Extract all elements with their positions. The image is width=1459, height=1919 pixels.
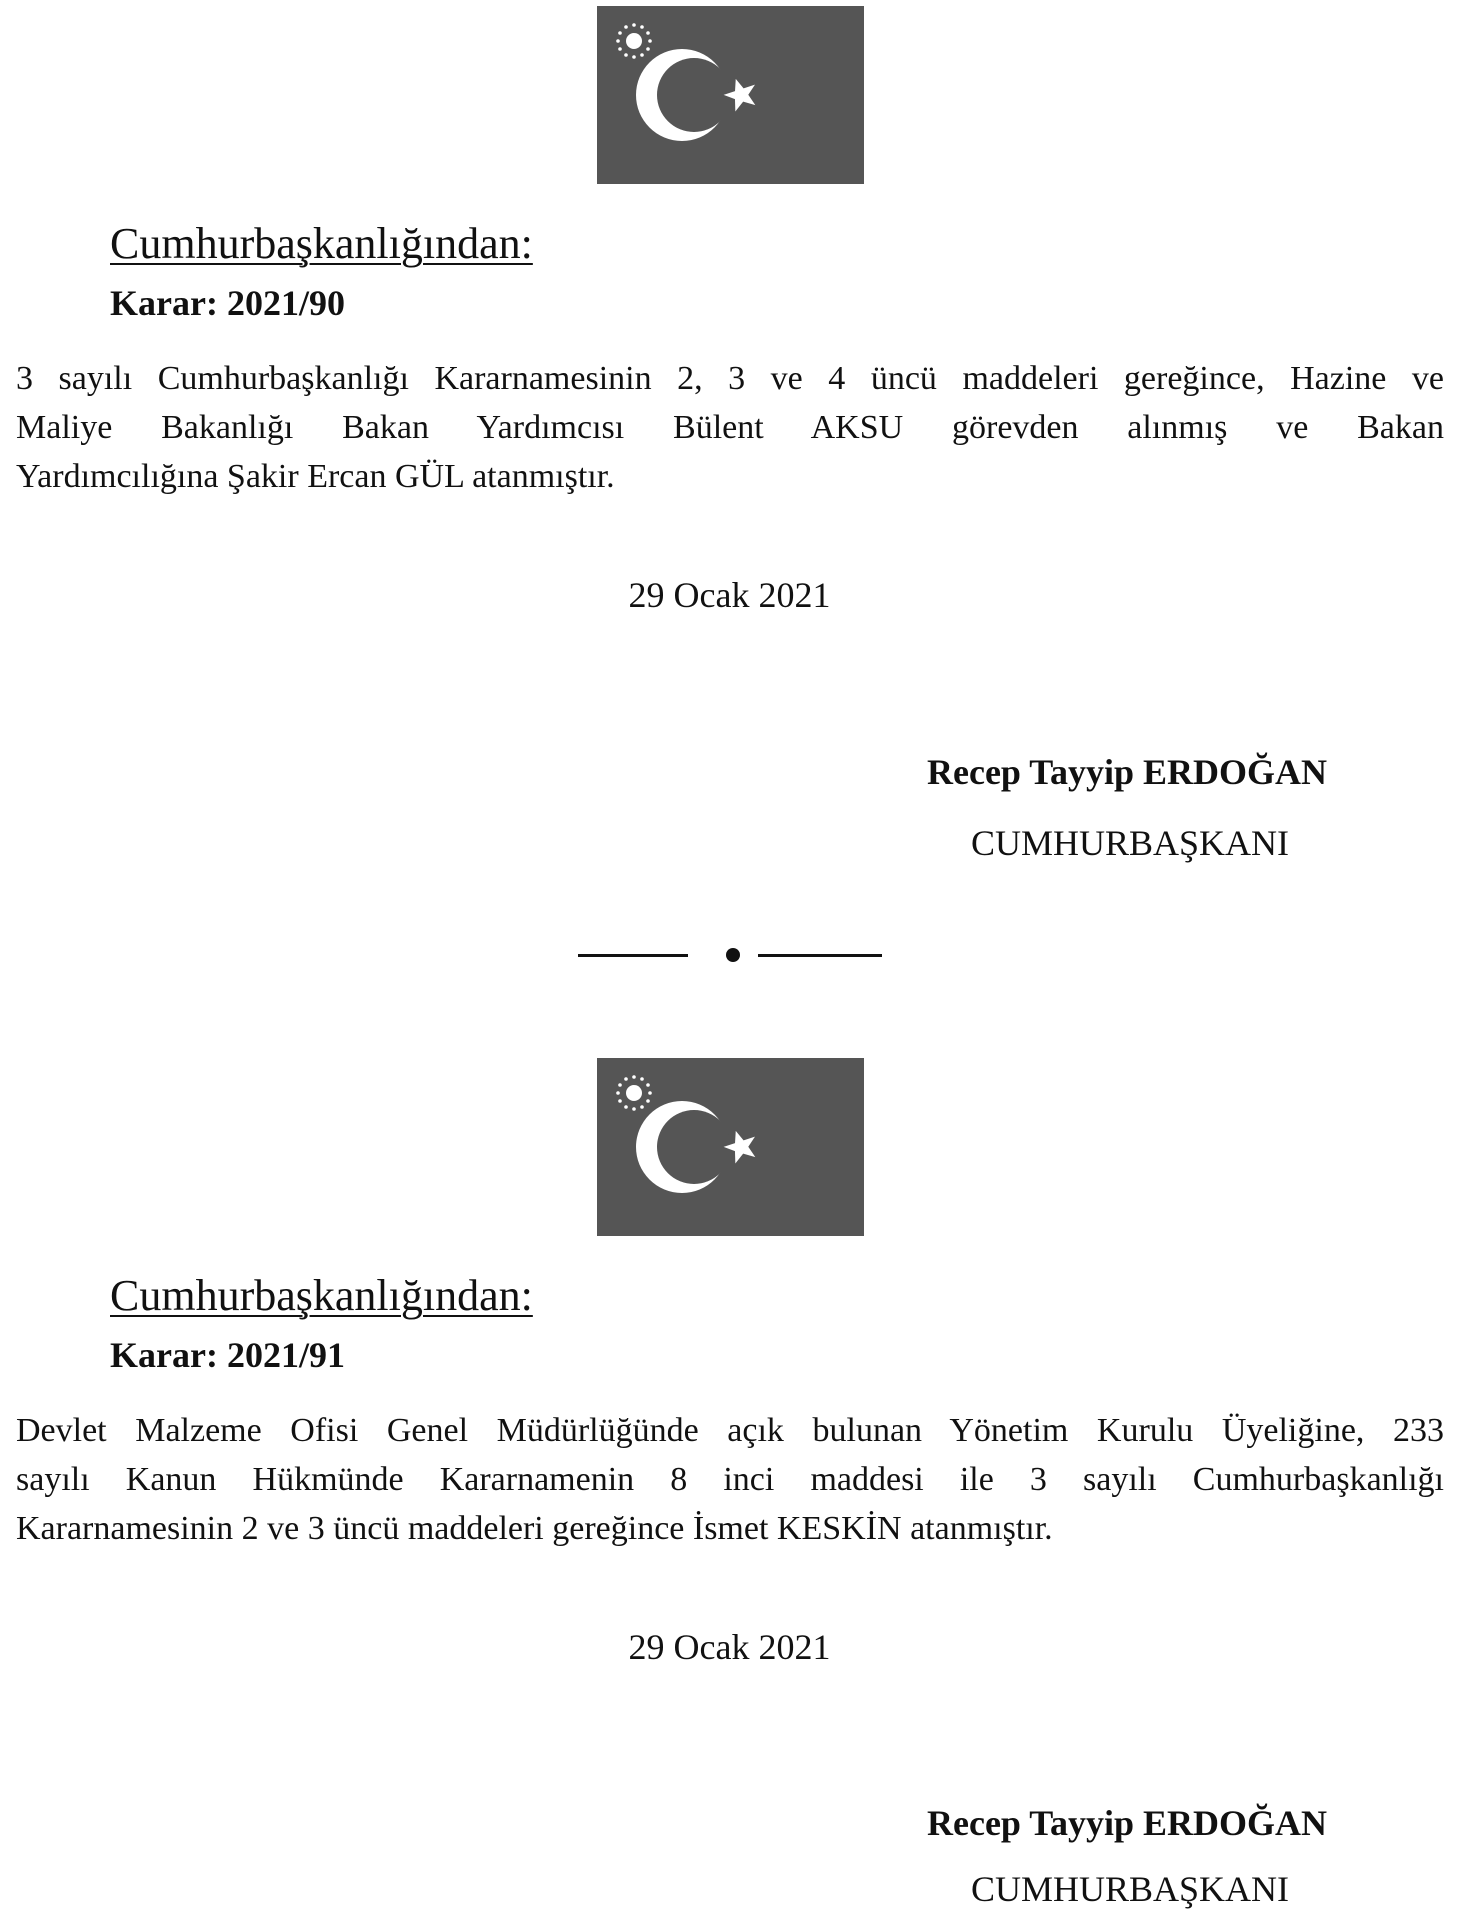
decision-number: Karar: 2021/91	[110, 1335, 345, 1375]
presidential-flag-icon	[597, 6, 864, 184]
body-line: Maliye Bakanlığı Bakan Yardımcısı Bülent AKSU görevden alınmış ve Bakan	[16, 409, 1444, 446]
issuer-heading: Cumhurbaşkanlığından:	[110, 1271, 533, 1320]
decision-number: Karar: 2021/90	[110, 283, 345, 323]
signer-title: CUMHURBAŞKANI	[971, 823, 1290, 863]
decision-date: 29 Ocak 2021	[628, 575, 831, 615]
issuer-heading: Cumhurbaşkanlığından:	[110, 219, 533, 268]
presidential-flag-icon	[597, 1058, 864, 1236]
decision-body	[16, 1406, 1444, 1553]
signer-title: CUMHURBAŞKANI	[971, 1869, 1290, 1909]
decision-date: 29 Ocak 2021	[628, 1627, 831, 1667]
signer-name: Recep Tayyip ERDOĞAN	[927, 752, 1328, 792]
decision-body	[16, 354, 1444, 501]
signer-name: Recep Tayyip ERDOĞAN	[927, 1803, 1328, 1843]
body-line: Kararnamesinin 2 ve 3 üncü maddeleri gereğince İsmet KESKİN atanmıştır.	[16, 1510, 1053, 1547]
separator-dot-icon	[578, 940, 888, 970]
body-line: sayılı Kanun Hükmünde Kararnamenin 8 inci maddesi ile 3 sayılı Cumhurbaşkanlığı	[16, 1461, 1444, 1498]
flag-emblem	[597, 6, 864, 184]
body-line: 3 sayılı Cumhurbaşkanlığı Kararnamesinin 2, 3 ve 4 üncü maddeleri gereğince, Hazine ve	[16, 360, 1444, 397]
body-line: Devlet Malzeme Ofisi Genel Müdürlüğünde açık bulunan Yönetim Kurulu Üyeliğine, 233	[16, 1412, 1444, 1449]
body-line: Yardımcılığına Şakir Ercan GÜL atanmıştır.	[16, 458, 615, 495]
flag-emblem	[597, 1058, 864, 1236]
